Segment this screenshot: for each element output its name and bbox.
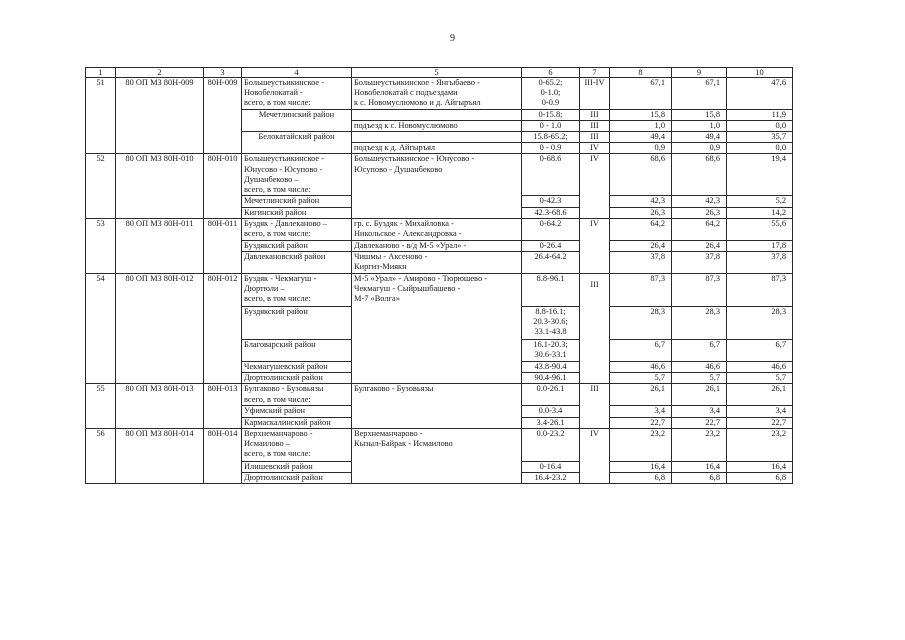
km-range: 0-16.4 — [522, 461, 580, 472]
district-name: Дюртюлинский район — [242, 473, 352, 484]
road-name: Большеустьикинское - Новобелокатай - всего, в том числе: — [242, 78, 352, 110]
road-route — [352, 109, 522, 120]
col-header: 3 — [204, 68, 242, 78]
value-col10: 87,3 — [727, 273, 793, 306]
col-header: 2 — [116, 68, 204, 78]
road-route: подъезд к д. Айгыръял — [352, 143, 522, 154]
km-range: 0-15.8; — [522, 109, 580, 120]
road-route: Чишмы - Аксеново - Киргиз-Миякн — [352, 251, 522, 273]
km-range: 90.4-96.1 — [522, 373, 580, 384]
road-short-code: 80Н-009 — [204, 78, 242, 154]
category: IV — [580, 143, 610, 154]
value-col8: 67,1 — [610, 78, 672, 110]
km-range: 26.4-64.2 — [522, 251, 580, 273]
value-col10: 28,3 — [727, 306, 793, 339]
road-code: 80 ОП МЗ 80Н-010 — [116, 154, 204, 218]
col-header: 5 — [352, 68, 522, 78]
value-col10: 16,4 — [727, 461, 793, 472]
col-header: 7 — [580, 68, 610, 78]
value-col9: 68,6 — [672, 154, 727, 196]
value-col8: 26,1 — [610, 384, 672, 406]
value-col9: 42,3 — [672, 196, 727, 207]
value-col8: 46,6 — [610, 361, 672, 372]
category: IV — [580, 154, 610, 218]
district-name: Буздякский район — [242, 306, 352, 339]
value-col10: 35,7 — [727, 131, 793, 142]
road-code: 80 ОП МЗ 80Н-009 — [116, 78, 204, 154]
page-number: 9 — [450, 33, 455, 44]
row-number: 55 — [86, 384, 116, 428]
value-col10: 5,7 — [727, 373, 793, 384]
district-name: Мечетлинский район — [242, 196, 352, 207]
value-col8: 26,3 — [610, 207, 672, 218]
km-range: 0-26.4 — [522, 240, 580, 251]
value-col9: 5,7 — [672, 373, 727, 384]
road-route: Большеустьикинское - Янгыбаево - Новобелокатай с подъездами к с. Новомуслюмово и д. Айгыръял — [352, 78, 522, 110]
value-col9: 23,2 — [672, 428, 727, 461]
value-col10: 17,8 — [727, 240, 793, 251]
km-range: 0-42.3 — [522, 196, 580, 207]
category: IV — [580, 428, 610, 483]
value-col8: 26,4 — [610, 240, 672, 251]
district-name: Белокатайский район — [242, 131, 352, 153]
value-col9: 6,8 — [672, 473, 727, 484]
value-col10: 11,9 — [727, 109, 793, 120]
road-route: Большеустьикинское - Юнусово - Юсупово - Душанбеково — [352, 154, 522, 218]
header-row — [86, 68, 793, 78]
row-number: 56 — [86, 428, 116, 483]
value-col8: 3,4 — [610, 406, 672, 417]
value-col9: 67,1 — [672, 78, 727, 110]
value-col9: 37,8 — [672, 251, 727, 273]
district-name: Буздякский район — [242, 240, 352, 251]
value-col9: 64,2 — [672, 218, 727, 240]
row-number: 52 — [86, 154, 116, 218]
col-header: 9 — [672, 68, 727, 78]
category: III — [580, 120, 610, 131]
value-col10: 46,6 — [727, 361, 793, 372]
value-col10: 47,6 — [727, 78, 793, 110]
category: III — [580, 109, 610, 120]
value-col8: 5,7 — [610, 373, 672, 384]
value-col8: 1,0 — [610, 120, 672, 131]
table-row — [86, 218, 793, 240]
km-range: 43.8-90.4 — [522, 361, 580, 372]
row-number: 51 — [86, 78, 116, 154]
value-col10: 14,2 — [727, 207, 793, 218]
road-short-code: 80Н-011 — [204, 218, 242, 273]
km-range: 15.8-65.2; — [522, 131, 580, 142]
table-row — [86, 273, 793, 306]
value-col8: 87,3 — [610, 273, 672, 306]
road-route: Булгаково - Бузовьязы — [352, 384, 522, 428]
road-route: подъезд к с. Новомуслюмово — [352, 120, 522, 131]
value-col9: 26,3 — [672, 207, 727, 218]
district-name: Мечетлинский район — [242, 109, 352, 131]
value-col10: 19,4 — [727, 154, 793, 196]
km-range: 0-68.6 — [522, 154, 580, 196]
road-short-code: 80Н-013 — [204, 384, 242, 428]
roads-table — [85, 67, 793, 484]
value-col8: 49,4 — [610, 131, 672, 142]
km-range: 3.4-26.1 — [522, 417, 580, 428]
km-range: 8.8-16.1; 20.3-30.6; 33.1-43.8 — [522, 306, 580, 339]
value-col8: 6,7 — [610, 339, 672, 361]
value-col10: 0,0 — [727, 143, 793, 154]
district-name: Илишевский район — [242, 461, 352, 472]
road-short-code: 80Н-010 — [204, 154, 242, 218]
value-col10: 26,1 — [727, 384, 793, 406]
table-row — [86, 384, 793, 406]
col-header: 8 — [610, 68, 672, 78]
value-col9: 28,3 — [672, 306, 727, 339]
value-col10: 6,7 — [727, 339, 793, 361]
col-header: 6 — [522, 68, 580, 78]
col-header: 10 — [727, 68, 793, 78]
km-range: 16.1-20.3; 30.6-33.1 — [522, 339, 580, 361]
value-col8: 0,9 — [610, 143, 672, 154]
value-col9: 3,4 — [672, 406, 727, 417]
road-route: Верхнеманчарово - Кызыл-Байрак - Исмаилово — [352, 428, 522, 483]
district-name: Давлекановский район — [242, 251, 352, 273]
road-route: гр. с. Буздяк - Михайловка - Никольское - Александровка - — [352, 218, 522, 240]
district-name: Кигинский район — [242, 207, 352, 218]
km-range: 8.8-96.1 — [522, 273, 580, 306]
district-name: Дюртюлинский район — [242, 373, 352, 384]
road-name: Верхнеманчарово - Исмаилово – всего, в том числе: — [242, 428, 352, 461]
road-route: Давлеканово - в/д М-5 «Урал» - — [352, 240, 522, 251]
value-col8: 37,8 — [610, 251, 672, 273]
value-col10: 55,6 — [727, 218, 793, 240]
category: IV — [580, 218, 610, 273]
road-code: 80 ОП МЗ 80Н-012 — [116, 273, 204, 383]
km-range: 0 - 1.0 — [522, 120, 580, 131]
district-name: Кармаскалинский район — [242, 417, 352, 428]
value-col8: 28,3 — [610, 306, 672, 339]
value-col10: 5,2 — [727, 196, 793, 207]
row-number: 53 — [86, 218, 116, 273]
value-col8: 22,7 — [610, 417, 672, 428]
value-col9: 46,6 — [672, 361, 727, 372]
road-name: Булгаково - Бузовьязы всего, в том числе: — [242, 384, 352, 406]
value-col9: 1,0 — [672, 120, 727, 131]
road-code: 80 ОП МЗ 80Н-014 — [116, 428, 204, 483]
value-col10: 37,8 — [727, 251, 793, 273]
row-number: 54 — [86, 273, 116, 383]
value-col9: 22,7 — [672, 417, 727, 428]
road-route — [352, 131, 522, 142]
table-row — [86, 428, 793, 461]
value-col9: 49,4 — [672, 131, 727, 142]
district-name: Уфимский район — [242, 406, 352, 417]
category: III-IV — [580, 78, 610, 110]
road-name: Буздяк - Давлеканово – всего, в том числе: — [242, 218, 352, 240]
col-header: 1 — [86, 68, 116, 78]
category: III — [580, 273, 610, 383]
road-code: 80 ОП МЗ 80Н-013 — [116, 384, 204, 428]
value-col9: 15,8 — [672, 109, 727, 120]
table-row — [86, 78, 793, 110]
value-col9: 16,4 — [672, 461, 727, 472]
road-route: М-5 «Урал» - Амирово - Тюрюшево - Чекмагуш - Сыйрышбашево - М-7 «Волга» — [352, 273, 522, 383]
km-range: 0.0-3.4 — [522, 406, 580, 417]
road-name: Большеустьикинское - Юнусово - Юсупово - Душанбеково – всего, в том числе: — [242, 154, 352, 196]
road-short-code: 80Н-014 — [204, 428, 242, 483]
km-range: 0.0-23.2 — [522, 428, 580, 461]
value-col9: 26,1 — [672, 384, 727, 406]
km-range: 16.4-23.2 — [522, 473, 580, 484]
value-col9: 26,4 — [672, 240, 727, 251]
value-col8: 15,8 — [610, 109, 672, 120]
km-range: 42.3-68.6 — [522, 207, 580, 218]
km-range: 0-64.2 — [522, 218, 580, 240]
district-name: Чекмагушевский район — [242, 361, 352, 372]
col-header: 4 — [242, 68, 352, 78]
value-col10: 22,7 — [727, 417, 793, 428]
value-col10: 0,0 — [727, 120, 793, 131]
value-col8: 68,6 — [610, 154, 672, 196]
km-range: 0.0-26.1 — [522, 384, 580, 406]
district-name: Благоварский район — [242, 339, 352, 361]
road-short-code: 80Н-012 — [204, 273, 242, 383]
value-col8: 64,2 — [610, 218, 672, 240]
road-name: Буздяк - Чекмагуш - Дюртюли – всего, в том числе: — [242, 273, 352, 306]
road-code: 80 ОП МЗ 80Н-011 — [116, 218, 204, 273]
category: III — [580, 131, 610, 142]
km-range: 0 - 0.9 — [522, 143, 580, 154]
km-range: 0-65.2; 0-1.0; 0-0.9 — [522, 78, 580, 110]
value-col8: 6,8 — [610, 473, 672, 484]
category: III — [580, 384, 610, 428]
value-col9: 6,7 — [672, 339, 727, 361]
value-col9: 87,3 — [672, 273, 727, 306]
value-col10: 3,4 — [727, 406, 793, 417]
value-col8: 23,2 — [610, 428, 672, 461]
value-col9: 0,9 — [672, 143, 727, 154]
value-col10: 6,8 — [727, 473, 793, 484]
value-col8: 16,4 — [610, 461, 672, 472]
value-col8: 42,3 — [610, 196, 672, 207]
table-row — [86, 154, 793, 196]
value-col10: 23,2 — [727, 428, 793, 461]
